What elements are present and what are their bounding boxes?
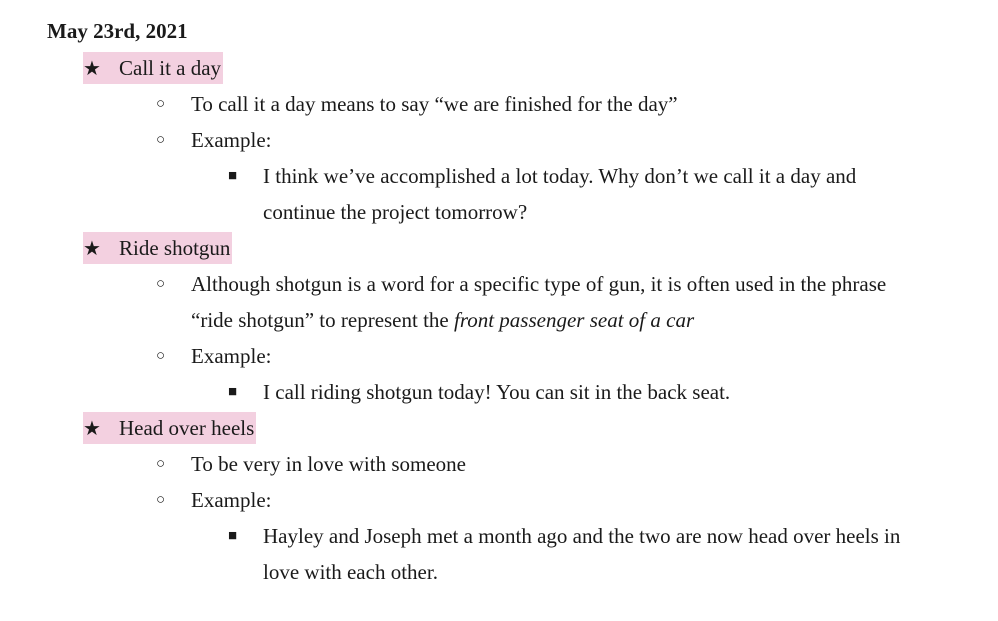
circle-bullet-icon: ○ (156, 456, 166, 472)
definition-text: To call it a day means to say “we are finished for the day” (191, 92, 678, 116)
definition-plain-text: “ride shotgun” to represent the (191, 308, 454, 332)
star-bullet-icon: ★ (83, 418, 101, 440)
example-text-continued: continue the project tomorrow? (263, 200, 528, 224)
circle-bullet-icon: ○ (156, 348, 166, 364)
square-bullet-icon: ■ (228, 528, 238, 544)
example-text: I think we’ve accomplished a lot today. Why don’t we call it a day and (263, 164, 857, 188)
example-text-continued: love with each other. (263, 560, 438, 584)
definition-text-continued (191, 302, 694, 338)
example-text: I call riding shotgun today! You can sit in the back seat. (263, 380, 731, 404)
definition-italic-text: front passenger seat of a car (454, 308, 695, 332)
term-label: Ride shotgun (119, 236, 231, 260)
circle-bullet-icon: ○ (156, 492, 166, 508)
term-call-it-a-day (83, 52, 223, 84)
square-bullet-icon: ■ (228, 168, 238, 184)
term-label: Call it a day (119, 56, 222, 80)
example-label: Example: (191, 128, 272, 152)
square-bullet-icon: ■ (228, 384, 238, 400)
circle-bullet-icon: ○ (156, 132, 166, 148)
term-head-over-heels (83, 412, 256, 444)
circle-bullet-icon: ○ (156, 276, 166, 292)
term-ride-shotgun (83, 232, 232, 264)
definition-text: To be very in love with someone (191, 452, 466, 476)
circle-bullet-icon: ○ (156, 96, 166, 112)
example-text: Hayley and Joseph met a month ago and the two are now head over heels in (263, 524, 901, 548)
document-date: May 23rd, 2021 (47, 19, 188, 43)
star-bullet-icon: ★ (83, 238, 101, 260)
example-label: Example: (191, 488, 272, 512)
definition-text: Although shotgun is a word for a specific type of gun, it is often used in the phrase (191, 272, 887, 296)
example-label: Example: (191, 344, 272, 368)
star-bullet-icon: ★ (83, 58, 101, 80)
term-label: Head over heels (119, 416, 255, 440)
